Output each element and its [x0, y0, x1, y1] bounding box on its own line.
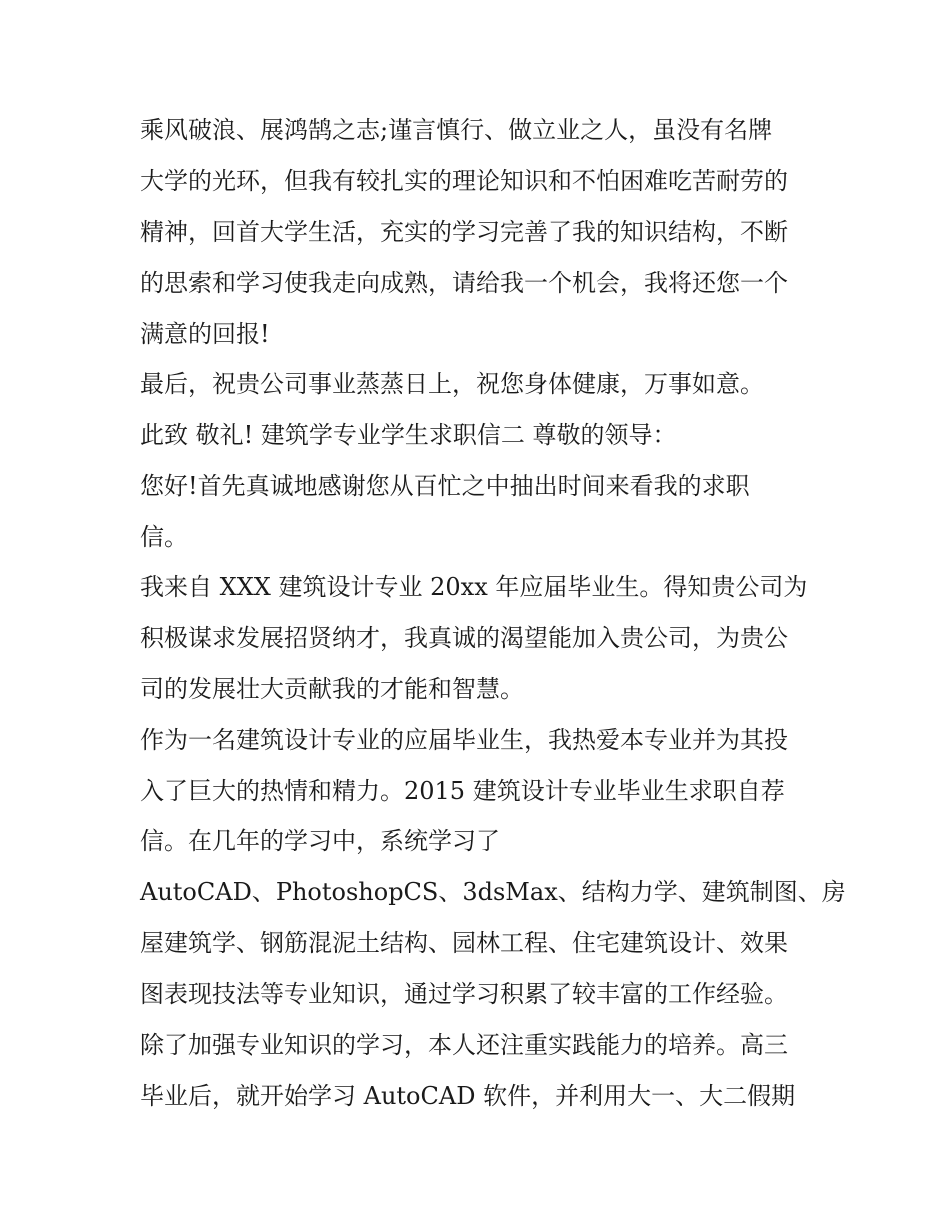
text-line: 精神，回首大学生活，充实的学习完善了我的知识结构，不断 — [140, 218, 788, 246]
text-line: 的思索和学习使我走向成熟，请给我一个机会，我将还您一个 — [140, 269, 788, 297]
text-line: 司的发展壮大贡献我的才能和智慧。 — [140, 675, 524, 703]
text-line: 入了巨大的热情和精力。2015 建筑设计专业毕业生求职自荐 — [140, 777, 785, 805]
text-line: 作为一名建筑设计专业的应届毕业生，我热爱本专业并为其投 — [140, 726, 788, 754]
text-line: 最后，祝贵公司事业蒸蒸日上，祝您身体健康，万事如意。 — [140, 370, 764, 398]
text-line: 此致 敬礼! 建筑学专业学生求职信二 尊敬的领导： — [140, 421, 677, 449]
text-line: 乘风破浪、展鸿鹄之志;谨言慎行、做立业之人，虽没有名牌 — [140, 116, 773, 144]
text-line: 积极谋求发展招贤纳才，我真诚的渴望能加入贵公司，为贵公 — [140, 624, 788, 652]
text-line: 我来自 XXX 建筑设计专业 20xx 年应届毕业生。得知贵公司为 — [140, 573, 808, 601]
text-line: AutoCAD、PhotoshopCS、3dsMax、结构力学、建筑制图、房 — [140, 878, 846, 906]
text-line: 屋建筑学、钢筋混泥土结构、园林工程、住宅建筑设计、效果 — [140, 929, 788, 957]
text-line: 信。 — [140, 523, 188, 551]
text-line: 满意的回报! — [140, 320, 270, 348]
text-line: 图表现技法等专业知识，通过学习积累了较丰富的工作经验。 — [140, 980, 788, 1008]
text-line: 您好!首先真诚地感谢您从百忙之中抽出时间来看我的求职 — [140, 472, 750, 500]
text-line: 毕业后，就开始学习 AutoCAD 软件，并利用大一、大二假期 — [140, 1082, 796, 1110]
text-line: 信。在几年的学习中，系统学习了 — [140, 827, 500, 855]
text-line: 大学的光环，但我有较扎实的理论知识和不怕困难吃苦耐劳的 — [140, 167, 788, 195]
text-line: 除了加强专业知识的学习，本人还注重实践能力的培养。高三 — [140, 1031, 788, 1059]
